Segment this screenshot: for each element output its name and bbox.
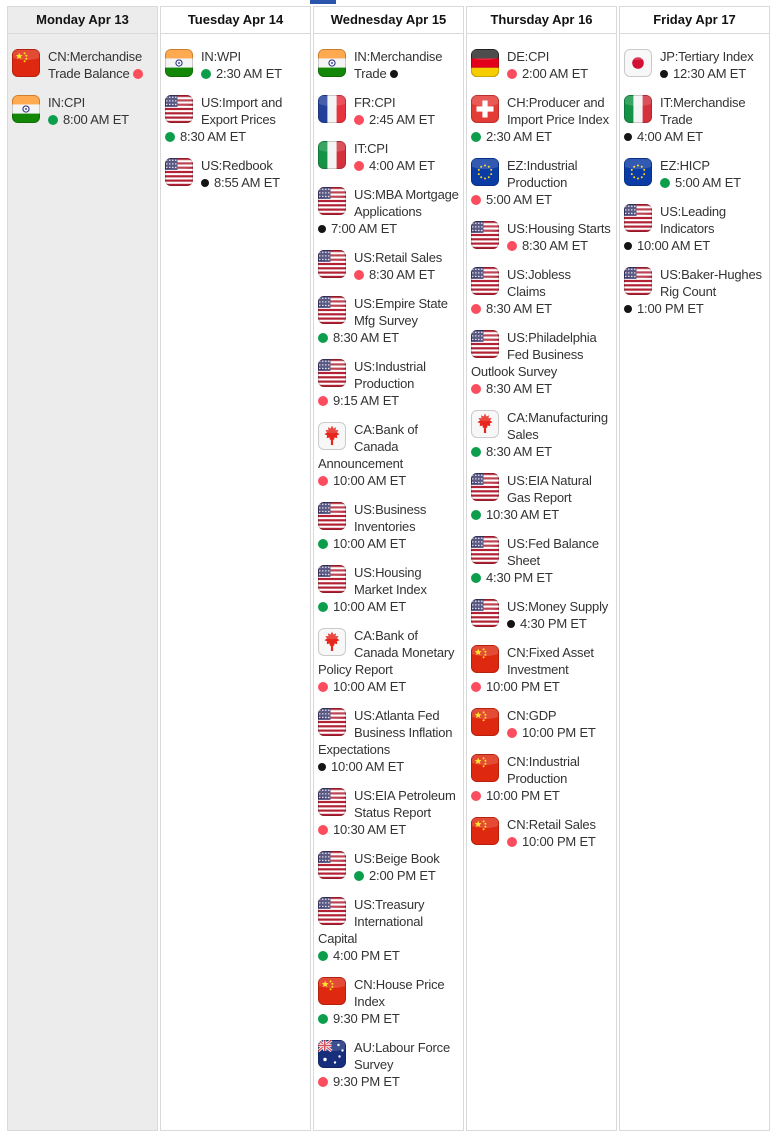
event-time: 10:00 PM ET	[486, 788, 560, 803]
status-dot	[624, 133, 632, 141]
status-dot	[390, 70, 398, 78]
status-dot	[354, 270, 364, 280]
event-time-line	[318, 1010, 459, 1027]
calendar-event[interactable]	[318, 976, 459, 1027]
event-name: US:Leading Indicators	[660, 204, 726, 236]
status-dot	[471, 195, 481, 205]
event-name: US:Business Inventories	[354, 502, 427, 534]
cn-flag-icon	[12, 49, 40, 77]
status-dot	[318, 763, 326, 771]
calendar-event[interactable]	[624, 157, 765, 191]
event-name: CN:Fixed Asset Investment	[507, 645, 594, 677]
status-dot	[624, 305, 632, 313]
status-dot	[471, 304, 481, 314]
calendar-event[interactable]	[471, 329, 612, 397]
status-dot	[48, 115, 58, 125]
event-name: EZ:HICP	[660, 158, 710, 173]
status-dot	[471, 573, 481, 583]
event-time: 8:30 AM ET	[486, 381, 552, 396]
calendar-event[interactable]	[318, 358, 459, 409]
status-dot	[354, 161, 364, 171]
us-flag-icon	[165, 95, 193, 123]
ca-flag-icon	[318, 628, 346, 656]
status-dot	[507, 620, 515, 628]
column-header: Monday Apr 13	[7, 6, 158, 34]
status-dot	[507, 241, 517, 251]
tab-indicator	[310, 0, 336, 4]
event-time: 8:30 AM ET	[486, 301, 552, 316]
calendar-event[interactable]	[318, 1039, 459, 1090]
event-time: 8:55 AM ET	[214, 175, 280, 190]
event-time-line	[471, 300, 612, 317]
calendar-event[interactable]	[318, 501, 459, 552]
event-name: CA:Bank of Canada Monetary Policy Report	[318, 628, 455, 677]
us-flag-icon	[471, 221, 499, 249]
day-column-monday	[7, 6, 158, 1131]
calendar-event[interactable]	[624, 48, 765, 82]
calendar-event[interactable]	[165, 94, 306, 145]
calendar-event[interactable]	[318, 295, 459, 346]
calendar-event[interactable]	[471, 535, 612, 586]
status-dot	[507, 837, 517, 847]
calendar-event[interactable]	[318, 850, 459, 884]
calendar-event[interactable]	[471, 598, 612, 632]
us-flag-icon	[624, 204, 652, 232]
day-column-tuesday	[160, 6, 311, 1131]
status-dot	[318, 476, 328, 486]
event-time-line	[318, 598, 459, 615]
calendar-event[interactable]	[471, 220, 612, 254]
calendar-event[interactable]	[318, 48, 459, 82]
us-flag-icon	[318, 250, 346, 278]
us-flag-icon	[318, 788, 346, 816]
event-name: US:Import and Export Prices	[201, 95, 283, 127]
event-name: CN:House Price Index	[354, 977, 445, 1009]
day-column-thursday	[466, 6, 617, 1131]
day-column-wednesday	[313, 6, 464, 1131]
column-header: Thursday Apr 16	[466, 6, 617, 34]
calendar-event[interactable]	[624, 94, 765, 145]
it-flag-icon	[624, 95, 652, 123]
event-time: 8:30 AM ET	[333, 330, 399, 345]
status-dot	[133, 69, 143, 79]
event-name: US:EIA Petroleum Status Report	[354, 788, 456, 820]
event-name: US:Beige Book	[354, 851, 440, 866]
event-time-line	[318, 1073, 459, 1090]
event-time: 8:30 AM ET	[522, 238, 588, 253]
event-name: US:MBA Mortgage Applications	[354, 187, 459, 219]
event-time-line	[318, 758, 459, 775]
event-time: 2:30 AM ET	[486, 129, 552, 144]
event-time: 2:30 AM ET	[216, 66, 282, 81]
status-dot	[507, 728, 517, 738]
us-flag-icon	[318, 296, 346, 324]
event-time: 4:00 AM ET	[637, 129, 703, 144]
in-flag-icon	[165, 49, 193, 77]
status-dot	[471, 682, 481, 692]
event-name: IT:CPI	[354, 141, 389, 156]
event-time: 1:00 PM ET	[637, 301, 704, 316]
us-flag-icon	[471, 330, 499, 358]
status-dot	[318, 1077, 328, 1087]
event-time-line	[471, 506, 612, 523]
cn-flag-icon	[471, 645, 499, 673]
status-dot	[318, 225, 326, 233]
event-time-line	[471, 787, 612, 804]
event-time: 10:00 AM ET	[333, 473, 406, 488]
event-time: 10:00 AM ET	[333, 679, 406, 694]
status-dot	[471, 791, 481, 801]
calendar-event[interactable]	[471, 266, 612, 317]
event-time: 10:00 AM ET	[333, 536, 406, 551]
us-flag-icon	[471, 536, 499, 564]
event-time-line	[624, 128, 765, 145]
event-time-line	[471, 128, 612, 145]
event-time: 2:45 AM ET	[369, 112, 435, 127]
status-dot	[471, 447, 481, 457]
event-time-line	[318, 947, 459, 964]
event-time: 4:00 PM ET	[333, 948, 400, 963]
event-name: CH:Producer and Import Price Index	[507, 95, 609, 127]
event-name: US:Housing Market Index	[354, 565, 427, 597]
event-name: US:Money Supply	[507, 599, 609, 614]
us-flag-icon	[318, 565, 346, 593]
status-dot	[318, 682, 328, 692]
event-time-line	[471, 443, 612, 460]
column-header: Tuesday Apr 14	[160, 6, 311, 34]
event-name: IN:Merchandise Trade	[354, 49, 443, 81]
ch-flag-icon	[471, 95, 499, 123]
event-name: CN:Retail Sales	[507, 817, 596, 832]
event-name: FR:CPI	[354, 95, 396, 110]
event-time: 9:15 AM ET	[333, 393, 399, 408]
event-name: US:Atlanta Fed Business Inflation Expectations	[318, 708, 453, 757]
status-dot	[165, 132, 175, 142]
ez-flag-icon	[624, 158, 652, 186]
event-time-line	[318, 821, 459, 838]
us-flag-icon	[318, 502, 346, 530]
calendar-event[interactable]	[318, 627, 459, 695]
event-time: 8:30 AM ET	[486, 444, 552, 459]
au-flag-icon	[318, 1040, 346, 1068]
in-flag-icon	[318, 49, 346, 77]
event-time: 10:00 PM ET	[522, 725, 596, 740]
it-flag-icon	[318, 141, 346, 169]
event-time-line	[318, 220, 459, 237]
calendar-event[interactable]	[318, 707, 459, 775]
us-flag-icon	[624, 267, 652, 295]
event-time: 8:30 AM ET	[180, 129, 246, 144]
in-flag-icon	[12, 95, 40, 123]
status-dot	[471, 510, 481, 520]
fr-flag-icon	[318, 95, 346, 123]
calendar-event[interactable]	[318, 186, 459, 237]
calendar-event[interactable]	[471, 816, 612, 850]
event-time-line	[624, 300, 765, 317]
status-dot	[471, 384, 481, 394]
us-flag-icon	[165, 158, 193, 186]
status-dot	[660, 178, 670, 188]
event-time: 5:00 AM ET	[675, 175, 741, 190]
status-dot	[507, 69, 517, 79]
event-time: 10:00 AM ET	[333, 599, 406, 614]
event-time: 7:00 AM ET	[331, 221, 397, 236]
column-body	[160, 34, 311, 1131]
calendar-columns	[7, 6, 770, 1131]
event-time-line	[318, 678, 459, 695]
status-dot	[660, 70, 668, 78]
event-time-line	[318, 329, 459, 346]
ca-flag-icon	[471, 410, 499, 438]
us-flag-icon	[318, 359, 346, 387]
event-time: 10:00 PM ET	[486, 679, 560, 694]
cn-flag-icon	[471, 708, 499, 736]
calendar-event[interactable]	[318, 421, 459, 489]
status-dot	[318, 1014, 328, 1024]
event-time: 8:00 AM ET	[63, 112, 129, 127]
event-time: 4:30 PM ET	[486, 570, 553, 585]
us-flag-icon	[471, 267, 499, 295]
event-time: 9:30 PM ET	[333, 1011, 400, 1026]
event-name: US:Redbook	[201, 158, 273, 173]
jp-flag-icon	[624, 49, 652, 77]
event-time: 2:00 PM ET	[369, 868, 436, 883]
event-time-line	[624, 237, 765, 254]
status-dot	[354, 871, 364, 881]
event-time-line	[318, 535, 459, 552]
event-time: 10:00 AM ET	[637, 238, 710, 253]
column-body	[7, 34, 158, 1131]
event-name: CN:Industrial Production	[507, 754, 580, 786]
status-dot	[318, 396, 328, 406]
event-name: IT:Merchandise Trade	[660, 95, 746, 127]
calendar-event[interactable]	[471, 48, 612, 82]
economic-calendar	[7, 6, 770, 1131]
de-flag-icon	[471, 49, 499, 77]
event-name: CA:Bank of Canada Announcement	[318, 422, 418, 471]
event-time: 10:30 AM ET	[333, 822, 406, 837]
us-flag-icon	[471, 599, 499, 627]
us-flag-icon	[318, 708, 346, 736]
column-header: Wednesday Apr 15	[313, 6, 464, 34]
day-column-friday	[619, 6, 770, 1131]
event-time: 4:30 PM ET	[520, 616, 587, 631]
calendar-event[interactable]	[318, 140, 459, 174]
status-dot	[318, 333, 328, 343]
event-name: JP:Tertiary Index	[660, 49, 754, 64]
event-name: US:EIA Natural Gas Report	[507, 473, 592, 505]
event-time-line	[318, 472, 459, 489]
event-name: DE:CPI	[507, 49, 550, 64]
calendar-event[interactable]	[12, 48, 153, 82]
calendar-event[interactable]	[318, 787, 459, 838]
calendar-event[interactable]	[471, 157, 612, 208]
column-header: Friday Apr 17	[619, 6, 770, 34]
calendar-event[interactable]	[471, 644, 612, 695]
calendar-event[interactable]	[471, 753, 612, 804]
event-time: 10:30 AM ET	[486, 507, 559, 522]
calendar-event[interactable]	[318, 249, 459, 283]
event-time-line	[318, 392, 459, 409]
event-name: IN:WPI	[201, 49, 241, 64]
status-dot	[471, 132, 481, 142]
calendar-event[interactable]	[318, 94, 459, 128]
calendar-event[interactable]	[318, 564, 459, 615]
status-dot	[318, 602, 328, 612]
event-name: US:Jobless Claims	[507, 267, 571, 299]
event-time: 10:00 PM ET	[522, 834, 596, 849]
event-name: IN:CPI	[48, 95, 86, 110]
event-name: EZ:Industrial Production	[507, 158, 578, 190]
event-name: US:Industrial Production	[354, 359, 426, 391]
event-time: 2:00 AM ET	[522, 66, 588, 81]
column-body	[619, 34, 770, 1131]
event-time: 12:30 AM ET	[673, 66, 746, 81]
event-time: 10:00 AM ET	[331, 759, 404, 774]
ca-flag-icon	[318, 422, 346, 450]
us-flag-icon	[318, 897, 346, 925]
status-dot	[201, 69, 211, 79]
status-dot	[318, 951, 328, 961]
calendar-event[interactable]	[165, 157, 306, 191]
calendar-event[interactable]	[471, 94, 612, 145]
status-dot	[354, 115, 364, 125]
calendar-event[interactable]	[471, 707, 612, 741]
event-time: 8:30 AM ET	[369, 267, 435, 282]
cn-flag-icon	[471, 817, 499, 845]
event-time: 9:30 PM ET	[333, 1074, 400, 1089]
event-time-line	[471, 380, 612, 397]
status-dot	[318, 825, 328, 835]
cn-flag-icon	[318, 977, 346, 1005]
event-name: US:Philadelphia Fed Business Outlook Survey	[471, 330, 597, 379]
calendar-event[interactable]	[12, 94, 153, 128]
us-flag-icon	[318, 187, 346, 215]
event-name: CA:Manufacturing Sales	[507, 410, 608, 442]
us-flag-icon	[471, 473, 499, 501]
calendar-event[interactable]	[318, 896, 459, 964]
event-name: US:Fed Balance Sheet	[507, 536, 599, 568]
event-name: US:Treasury International Capital	[318, 897, 425, 946]
event-name: US:Retail Sales	[354, 250, 443, 265]
column-body	[313, 34, 464, 1131]
event-time-line	[471, 191, 612, 208]
us-flag-icon	[318, 851, 346, 879]
event-name: CN:Merchandise Trade Balance	[48, 49, 143, 81]
calendar-event[interactable]	[624, 203, 765, 254]
event-name: US:Housing Starts	[507, 221, 611, 236]
event-time: 4:00 AM ET	[369, 158, 435, 173]
event-time-line	[471, 678, 612, 695]
calendar-event[interactable]	[471, 472, 612, 523]
event-name: AU:Labour Force Survey	[354, 1040, 450, 1072]
status-dot	[318, 539, 328, 549]
event-name: CN:GDP	[507, 708, 557, 723]
status-dot	[201, 179, 209, 187]
event-name: US:Empire State Mfg Survey	[354, 296, 448, 328]
event-time-line	[165, 128, 306, 145]
calendar-event[interactable]	[165, 48, 306, 82]
event-name: US:Baker-Hughes Rig Count	[660, 267, 762, 299]
event-time: 5:00 AM ET	[486, 192, 552, 207]
ez-flag-icon	[471, 158, 499, 186]
calendar-event[interactable]	[624, 266, 765, 317]
cn-flag-icon	[471, 754, 499, 782]
event-time-line	[471, 569, 612, 586]
calendar-event[interactable]	[471, 409, 612, 460]
status-dot	[624, 242, 632, 250]
column-body	[466, 34, 617, 1131]
